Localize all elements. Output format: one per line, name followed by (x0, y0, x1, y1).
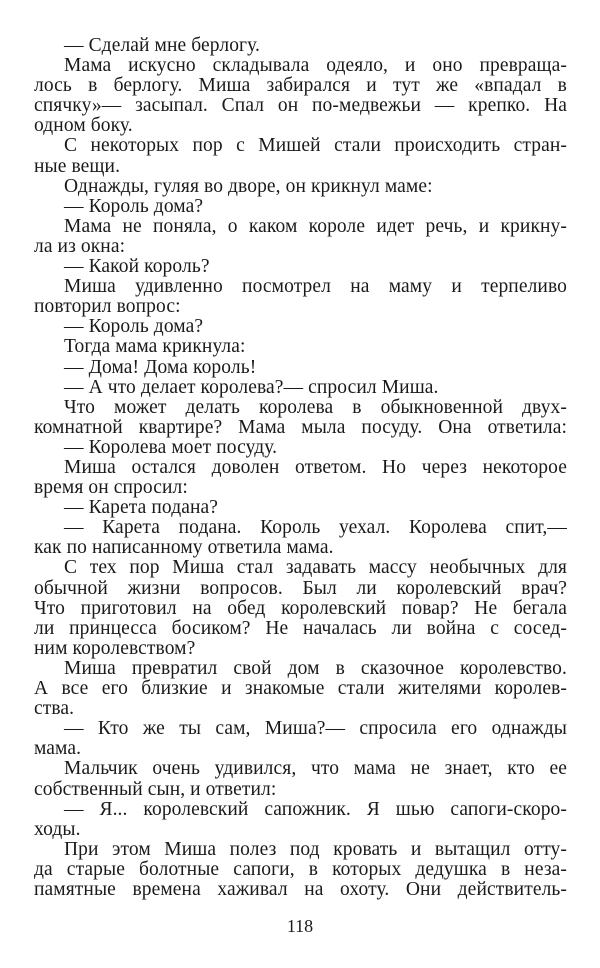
text-line: Миша удивленно посмотрел на маму и терпеливо (64, 276, 567, 297)
text-line: ходы. (34, 819, 81, 840)
text-line: комнатной квартире? Мама мыла посуду. Она ответила: (34, 417, 567, 438)
text-line: С некоторых пор с Мишей стали происходить стран- (64, 135, 567, 156)
text-line: обычной жизни вопросов. Был ли королевский врач? (34, 578, 567, 599)
text-line: — Сделай мне берлогу. (64, 35, 261, 56)
text-line: — Я... королевский сапожник. Я шью сапоги-скоро- (64, 799, 567, 820)
text-line: спячку»— засыпал. Спал он по-медвежьи — крепко. На (34, 95, 567, 116)
text-line: Мальчик очень удивился, что мама не знает, кто ее (64, 758, 567, 779)
text-line: ства. (34, 698, 75, 719)
text-line: — Карета подана? (64, 497, 219, 518)
text-line: собственный сын, и ответил: (34, 779, 277, 800)
text-line: С тех пор Миша стал задавать массу необычных для (64, 557, 567, 578)
text-line: Однажды, гуляя во дворе, он крикнул маме: (64, 176, 433, 197)
text-line: да старые болотные сапоги, в которых дедушка в неза- (34, 859, 567, 880)
text-line: — Дома! Дома король! (64, 357, 257, 378)
text-line: Мама искусно складывала одеяло, и оно превраща- (64, 55, 567, 76)
text-line: мама. (34, 738, 82, 759)
text-line: Миша остался доволен ответом. Но через некоторое (64, 457, 567, 478)
page-number: 118 (286, 916, 314, 936)
text-line: одном боку. (34, 115, 133, 136)
text-line: — Король дома? (64, 196, 204, 217)
text-line: лось в берлогу. Миша забирался и тут же «впадал в (34, 75, 567, 96)
text-line: ла из окна: (34, 236, 126, 257)
text-line: Мама не поняла, о каком короле идет речь, и крикну- (64, 216, 567, 237)
text-line: как по написанному ответила мама. (34, 537, 334, 558)
text-line: ним королевством? (34, 638, 196, 659)
text-line: Что приготовил на обед королевский повар? Не бегала (34, 598, 567, 619)
text-line: А все его близкие и знакомые стали жителями королев- (34, 678, 567, 699)
text-line: Что может делать королева в обыкновенной двух- (64, 397, 567, 418)
text-line: Тогда мама крикнула: (64, 336, 246, 357)
text-line: — Кто же ты сам, Миша?— спросила его однажды (64, 718, 567, 739)
text-line: ные вещи. (34, 156, 121, 177)
text-line: — Карета подана. Король уехал. Королева спит,— (64, 517, 567, 538)
text-line: памятные времена хаживал на охоту. Они действитель- (34, 879, 567, 900)
text-line: — Королева моет посуду. (64, 437, 278, 458)
text-line: время он спросил: (34, 477, 188, 498)
text-line: ли принцесса босиком? Не началась ли война с сосед- (34, 618, 567, 639)
text-line: Миша превратил свой дом в сказочное королевство. (64, 658, 567, 679)
text-line: — А что делает королева?— спросил Миша. (64, 377, 439, 398)
text-line: — Какой король? (64, 256, 210, 277)
text-line: При этом Миша полез под кровать и вытащил отту- (64, 839, 567, 860)
text-line: — Король дома? (64, 316, 204, 337)
text-line: повторил вопрос: (34, 296, 181, 317)
